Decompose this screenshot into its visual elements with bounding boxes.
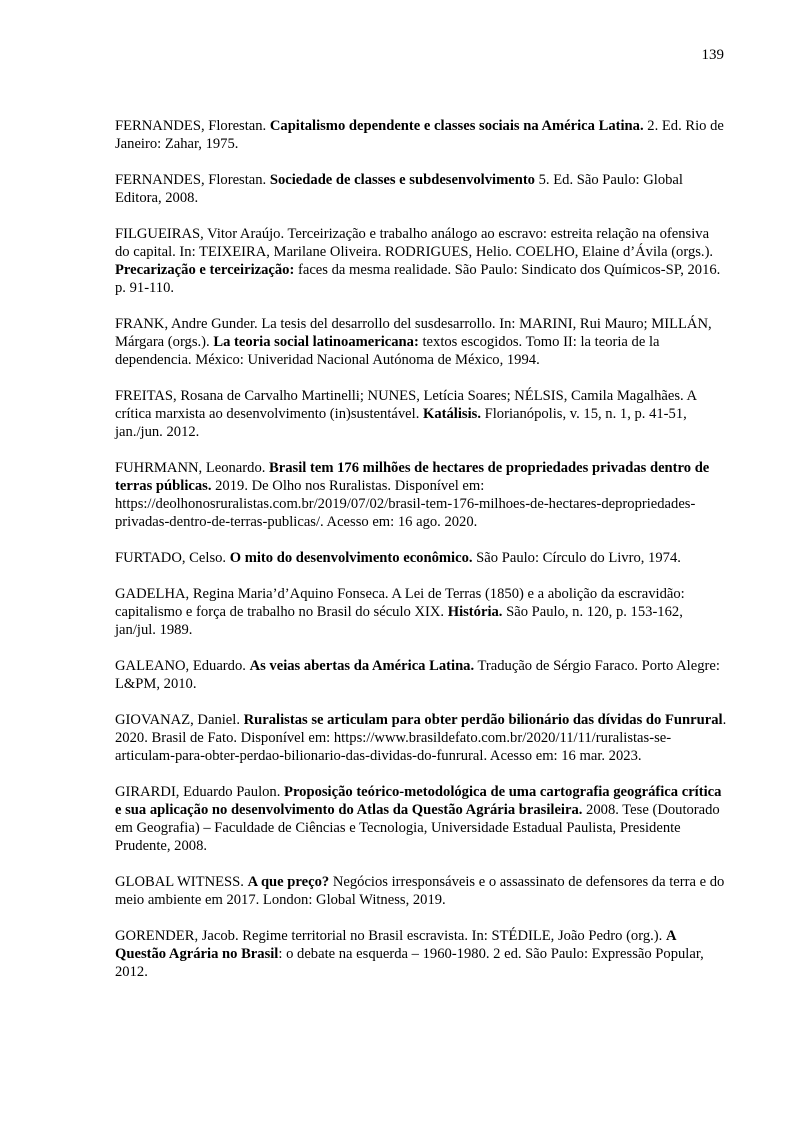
reference-title: Ruralistas se articulam para obter perdão bilionário das dívidas do Funrural xyxy=(243,712,723,728)
reference-title: La teoria social latinoamericana: xyxy=(213,334,419,350)
reference-entry xyxy=(115,549,727,567)
reference-entry xyxy=(115,387,727,441)
reference-entry xyxy=(115,117,727,153)
reference-text: São Paulo: Círculo do Livro, 1974. xyxy=(472,550,681,566)
reference-title: Proposição teórico-metodológica de uma cartografia geográfica crítica e sua aplicação no desenvolvimento do Atlas da Questão Agrária brasileira. xyxy=(115,784,722,818)
reference-entry xyxy=(115,927,727,981)
reference-entry xyxy=(115,171,727,207)
reference-entry xyxy=(115,459,727,531)
reference-text: GORENDER, Jacob. Regime territorial no Brasil escravista. In: STÉDILE, João Pedro (org.). xyxy=(115,928,666,944)
reference-text: GALEANO, Eduardo. xyxy=(115,658,250,674)
reference-entry xyxy=(115,225,727,297)
reference-title: Precarização e terceirização: xyxy=(115,262,295,278)
reference-list xyxy=(115,117,727,999)
reference-title: Katálisis. xyxy=(423,406,481,422)
reference-text: FUHRMANN, Leonardo. xyxy=(115,460,270,476)
reference-entry xyxy=(115,315,727,369)
reference-text: faces da mesma realidade. São Paulo: Sindicato dos Químicos-SP, 2016. p. 91-110. xyxy=(115,262,721,296)
reference-title: As veias abertas da América Latina. xyxy=(249,658,475,674)
reference-text: GADELHA, Regina Maria’d’Aquino Fonseca. A Lei de Terras (1850) e a abolição da escravidão: capitalismo e força de trabalho no Brasil do século XIX. xyxy=(115,586,685,620)
reference-text: FREITAS, Rosana de Carvalho Martinelli; NUNES, Letícia Soares; NÉLSIS, Camila Magalhães. A crítica marxista ao desenvolvimento (in)sustentável. xyxy=(115,388,697,422)
reference-text: GLOBAL WITNESS. xyxy=(115,874,248,890)
reference-text: FERNANDES, Florestan. xyxy=(115,118,270,134)
reference-entry xyxy=(115,873,727,909)
reference-text: Florianópolis, v. 15, n. 1, p. 41-51, jan./jun. 2012. xyxy=(115,406,687,440)
reference-title: Brasil tem 176 milhões de hectares de propriedades privadas dentro de terras públicas. xyxy=(115,460,710,494)
reference-text: . 2020. Brasil de Fato. Disponível em: https://www.brasildefato.com.br/2020/11/11/ruralistas-se-articulam-para-obter-perdao-bilionario-das-dividas-do-funrural. Acesso em: 16 mar. 2023. xyxy=(115,712,727,764)
reference-entry xyxy=(115,711,727,765)
reference-text: FERNANDES, Florestan. xyxy=(115,172,270,188)
reference-text: GIRARDI, Eduardo Paulon. xyxy=(115,784,285,800)
reference-text: 2019. De Olho nos Ruralistas. Disponível em: https://deolhonosruralistas.com.br/2019/07/02/brasil-tem-176-milhoes-de-hectares-depropriedades-privadas-dentro-de-terras-publicas/. Acesso em: 16 ago. 2020. xyxy=(115,478,696,530)
reference-text: textos escogidos. Tomo II: la teoria de la dependencia. México: Univeridad Nacional Autónoma de México, 1994. xyxy=(115,334,660,368)
reference-text: FILGUEIRAS, Vitor Araújo. Terceirização e trabalho análogo ao escravo: estreita relação na ofensiva do capital. In: TEIXEIRA, Marilane Oliveira. RODRIGUES, Helio. COELHO, Elaine d’Ávila (orgs.). xyxy=(115,226,714,260)
reference-text: 2. Ed. Rio de Janeiro: Zahar, 1975. xyxy=(115,118,724,152)
reference-text: GIOVANAZ, Daniel. xyxy=(115,712,244,728)
reference-text: Tradução de Sérgio Faraco. Porto Alegre: L&PM, 2010. xyxy=(115,658,720,692)
reference-text: São Paulo, n. 120, p. 153-162, jan/jul. 1989. xyxy=(115,604,683,638)
page-number: 139 xyxy=(701,47,724,63)
reference-title: A Questão Agrária no Brasil xyxy=(115,928,676,962)
reference-title: Capitalismo dependente e classes sociais na América Latina. xyxy=(269,118,644,134)
reference-text: 2008. Tese (Doutorado em Geografia) – Faculdade de Ciências e Tecnologia, Universidade Estadual Paulista, Presidente Prudente, 2008. xyxy=(115,802,720,854)
reference-entry xyxy=(115,657,727,693)
reference-title: A que preço? xyxy=(247,874,330,890)
reference-title: História. xyxy=(447,604,503,620)
reference-text: 5. Ed. São Paulo: Global Editora, 2008. xyxy=(115,172,683,206)
reference-text: : o debate na esquerda – 1960-1980. 2 ed. São Paulo: Expressão Popular, 2012. xyxy=(115,946,704,980)
reference-text: Negócios irresponsáveis e o assassinato de defensores da terra e do meio ambiente em 2017. London: Global Witness, 2019. xyxy=(115,874,725,908)
reference-title: Sociedade de classes e subdesenvolvimento xyxy=(269,172,535,188)
reference-text: FRANK, Andre Gunder. La tesis del desarrollo del susdesarrollo. In: MARINI, Rui Mauro; MILLÁN, Márgara (orgs.). xyxy=(115,316,712,350)
reference-entry xyxy=(115,783,727,855)
reference-text: FURTADO, Celso. xyxy=(115,550,230,566)
reference-entry xyxy=(115,585,727,639)
reference-title: O mito do desenvolvimento econômico. xyxy=(229,550,473,566)
